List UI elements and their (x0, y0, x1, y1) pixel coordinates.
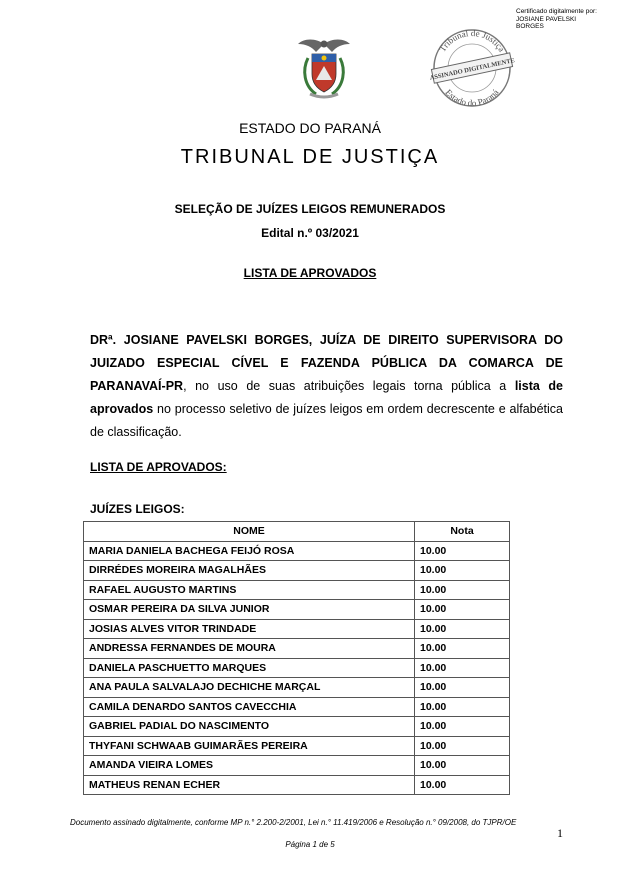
candidate-name: MATHEUS RENAN ECHER (84, 775, 415, 795)
candidate-name: JOSIAS ALVES VITOR TRINDADE (84, 619, 415, 639)
candidate-grade: 10.00 (415, 775, 510, 795)
approved-list-title: LISTA DE APROVADOS (243, 266, 377, 280)
candidate-name: OSMAR PEREIRA DA SILVA JUNIOR (84, 600, 415, 620)
candidate-name: CAMILA DENARDO SANTOS CAVECCHIA (84, 697, 415, 717)
candidate-grade: 10.00 (415, 697, 510, 717)
table-row (84, 697, 510, 717)
intro-paragraph (90, 329, 563, 444)
candidate-grade: 10.00 (415, 736, 510, 756)
subsection-title: JUÍZES LEIGOS: (90, 502, 185, 516)
candidate-grade: 10.00 (415, 600, 510, 620)
candidate-name: RAFAEL AUGUSTO MARTINS (84, 580, 415, 600)
intro-bold: DRª. JOSIANE PAVELSKI BORGES, JUÍZA DE DIREITO SUPERVISORA DO JUIZADO ESPECIAL CÍVEL E FAZENDA PÚBLICA DA COMARCA DE PARANAVAÍ-PR (90, 333, 563, 393)
candidate-grade: 10.00 (415, 639, 510, 659)
candidate-name: THYFANI SCHWAAB GUIMARÃES PEREIRA (84, 736, 415, 756)
seal-bottom-text: Estado do Paraná (443, 87, 501, 109)
candidate-name: AMANDA VIEIRA LOMES (84, 756, 415, 776)
candidate-name: GABRIEL PADIAL DO NASCIMENTO (84, 717, 415, 737)
section-title: LISTA DE APROVADOS: (90, 460, 227, 474)
table-row (84, 619, 510, 639)
candidate-grade: 10.00 (415, 619, 510, 639)
candidate-grade: 10.00 (415, 580, 510, 600)
candidate-name: ANA PAULA SALVALAJO DECHICHE MARÇAL (84, 678, 415, 698)
coat-of-arms-icon (296, 36, 352, 100)
table-row (84, 717, 510, 737)
candidate-name: MARIA DANIELA BACHEGA FEIJÓ ROSA (84, 541, 415, 561)
certificate-note (516, 8, 616, 31)
selection-title: SELEÇÃO DE JUÍZES LEIGOS REMUNERADOS (174, 202, 446, 216)
table-row (84, 639, 510, 659)
candidate-grade: 10.00 (415, 561, 510, 581)
grade-column-header: Nota (415, 522, 510, 542)
table-header-row (84, 522, 510, 542)
intro-text-1: , no uso de suas atribuições legais torna pública a (183, 379, 515, 393)
certificate-line-2: JOSIANE PAVELSKI (516, 15, 577, 23)
table-row (84, 658, 510, 678)
page-indicator: Página 1 de 5 (285, 840, 335, 849)
seal-top-text: Tribunal de Justiça (437, 27, 507, 54)
intro-bold-2: lista de aprovados (90, 379, 564, 416)
svg-text:Estado do Paraná (443, 87, 500, 108)
candidate-grade: 10.00 (415, 541, 510, 561)
approved-table (83, 521, 510, 795)
state-heading: ESTADO DO PARANÁ (239, 120, 381, 136)
table-row (84, 775, 510, 795)
name-column-header: NOME (84, 522, 415, 542)
seal-center-text: ASSINADO DIGITALMENTE (429, 57, 516, 82)
intro-text-2: no processo seletivo de juízes leigos em ordem decrescente e alfabética de classificação. (90, 402, 563, 439)
table-row (84, 600, 510, 620)
candidate-name: ANDRESSA FERNANDES DE MOURA (84, 639, 415, 659)
candidate-grade: 10.00 (415, 756, 510, 776)
table-row (84, 541, 510, 561)
court-heading: TRIBUNAL DE JUSTIÇA (180, 146, 440, 168)
edital-number: Edital n.º 03/2021 (261, 226, 359, 240)
table-row (84, 678, 510, 698)
table-row (84, 561, 510, 581)
tribunal-seal-icon (422, 20, 522, 112)
table-row (84, 756, 510, 776)
candidate-grade: 10.00 (415, 717, 510, 737)
candidate-name: DANIELA PASCHUETTO MARQUES (84, 658, 415, 678)
signature-footer-note: Documento assinado digitalmente, conforme MP n.° 2.200-2/2001, Lei n.° 11.419/2006 e Resolução n.° 09/2008, do TJPR/OE (70, 818, 517, 827)
candidate-grade: 10.00 (415, 658, 510, 678)
candidate-name: DIRRÉDES MOREIRA MAGALHÃES (84, 561, 415, 581)
table-row (84, 736, 510, 756)
table-row (84, 580, 510, 600)
candidate-grade: 10.00 (415, 678, 510, 698)
certificate-line-3: BORGES (516, 23, 544, 30)
svg-text:Tribunal de Justiça (437, 28, 507, 54)
certificate-line-1: Certificado digitalmente por: (516, 8, 597, 15)
page-number: 1 (557, 826, 563, 840)
